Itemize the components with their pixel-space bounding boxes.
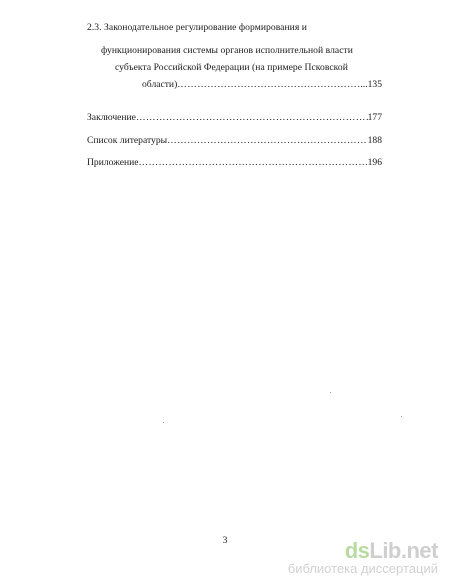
toc-entry-2-3-line-3: субъекта Российской Федерации (на примере Псковской xyxy=(115,62,348,73)
toc-entry-conclusion-label: Заключение xyxy=(87,112,136,123)
page-number: 3 xyxy=(222,535,228,546)
toc-entry-appendix xyxy=(87,157,382,169)
dot-leader xyxy=(177,79,360,91)
scan-speck xyxy=(330,392,331,393)
toc-entry-appendix-page: 196 xyxy=(367,157,382,168)
watermark-subtitle: библиотека диссертаций xyxy=(287,561,438,576)
dot-leader xyxy=(139,157,368,169)
scan-speck xyxy=(401,416,402,417)
toc-entry-appendix-label: Приложение xyxy=(87,157,139,168)
toc-entry-conclusion xyxy=(87,112,382,124)
watermark-logo xyxy=(288,540,438,562)
toc-entry-2-3-line-1: 2.3. Законодательное регулирование формирования и xyxy=(87,22,307,33)
dot-leader xyxy=(136,112,368,124)
toc-entry-2-3-page: ...135 xyxy=(360,79,382,90)
toc-entry-2-3-line-4: области) xyxy=(142,79,178,90)
toc-entry-references xyxy=(87,135,382,147)
scan-speck xyxy=(163,422,164,423)
toc-entry-references-label: Список литературы xyxy=(87,135,168,146)
toc-entry-references-page: 188 xyxy=(367,135,382,146)
toc-entry-2-3-leader-row xyxy=(142,79,382,91)
watermark-logo-ds: ds xyxy=(344,538,370,563)
toc-entry-2-3-line-2: функционирования системы органов исполнительной власти xyxy=(101,45,353,56)
toc-entry-conclusion-page: 177 xyxy=(367,112,382,123)
watermark-logo-lib: Lib xyxy=(369,538,401,563)
watermark-logo-net: .net xyxy=(400,538,438,563)
watermark xyxy=(288,540,438,576)
dot-leader xyxy=(167,135,368,147)
